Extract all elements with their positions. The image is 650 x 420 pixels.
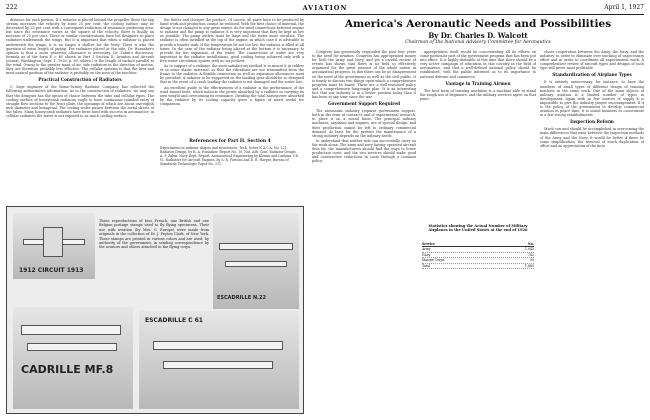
stamp-photo-block bbox=[6, 206, 304, 414]
body-text: An excellent guide to the effectiveness of a radiator is the performance of the wind tunnel tests, which indicate the power absorbed by a radiator in carrying its own weight and overcoming its resistance. Dividing the total horsepower absorbed by the radiator by its cooling capacity gives a figure of merit useful for comparison. bbox=[160, 85, 304, 106]
table-cell: Marine Corps bbox=[422, 258, 445, 263]
body-text: the better and cheaper the product. Of course, all parts have to be produced by hand work and production cannot be reduced. With the best choice of material, the design is not changed to any great extent. As for wind connections between engine to radiator and the pump to radiator, it is very important that they be kept as low as possible. The pump outlets must be large and the water must circulate. The radiator is often installed at the top of the engine, in which case it is advisable to provide a header tank. If the temperature be not too low, the radiator is filled at all times. In the case of the radiator being placed at the bottom it is necessary to provide for the expansion of the water. The connections of water are very important in the radiator installations, good cooling being achieved only with a free water circulation system with no air pockets. bbox=[160, 18, 304, 63]
photo-caption: These reproductions of four French, one British and one Belgian postage stamps used to fly flying specimens. Their use with aviation (by Mrs. G. Europe) were made from originals in the collection of Dr. J. Peyton Clark, of New York. These stamps are printed in various colors and are used, by authority of the government, in sending correspondence by the aviators and others attached to the flying corps. bbox=[99, 219, 209, 250]
magazine-name: AVIATION bbox=[302, 4, 348, 12]
section-heading: Practical Construction of Radiators bbox=[38, 77, 122, 83]
body-text: As to support of a radiator, the most satisfactory method is to mount it in rubber or in some elastic material, so that the vibrations are not transmitted from the frame to the radiator. A flexible connection as well as expansion allowances must be provided. A radiator to be supported on the landing gear should be so designed that in the event of a crash landing the radiator is not damaged and the water lost. bbox=[160, 64, 304, 85]
issue-date: April 1, 1927 bbox=[604, 4, 644, 11]
body-text: Much can and should be accomplished in overcoming the main differences that exist between the inspection methods of the Army and the Navy. It would be better if there be some simplification, the removal of much duplication of effort and an appreciation of the facts. bbox=[540, 127, 644, 148]
header-rule bbox=[6, 14, 644, 15]
article-author: By Dr. Charles D. Walcott bbox=[428, 31, 528, 40]
page-number: 222 bbox=[6, 4, 18, 11]
right-column-3 bbox=[540, 50, 644, 414]
left-column-1 bbox=[6, 18, 154, 204]
body-text: Congress has generously responded the past four years to the need for aviation. Congress has appropriated money for both the Army and Navy, and yet a careful review of events has shown that there is no field so effectively organized for the great interest of the whole nation in aeronautical progress. In this there can be no disagreement on the need of the government as well as the civil public. It is timely to discuss two things upon which a comprehensive program must be based. These are a well-reasoned policy and a comprehensive long-range plan. It is an interesting fact that our industry is in a better position today than it has been at any time since the war. bbox=[312, 50, 416, 100]
table-cell: 95 bbox=[529, 258, 534, 263]
table-cell: 742 bbox=[527, 252, 534, 257]
body-text: distance for each portion. If a radiator is placed behind the propeller there the slip stream increases the velocity by some 25 per cent. the cooling surface may be decreased by 25 per cent with a consequent reduction of resistance producing area, but since the resistance varies as the square of the velocity, there is finally an increase of 25 per cent. These or similar considerations have led designers to place radiators underneath the wings. But it is important that when a radiator is placed underneath the wings, it is no longer a shelter for the body. There is also the question of extra length of piping. For radiators placed at the side, Dr. Hunsaker's opinion is that a more generous allowance is necessary. Dr. Zahm's discussion, formula as of the form E = kV shown in Part 1 Section II, Aviation and Aircraft Journal, Washington, Sept. 1, 1926, p. 89, where l is the length of surface parallel to the wind. Owing to the greater mass of air, side radiators in the direction of motion, they are therefore probably less effective. The cellular systems is that the best and most natural position of the radiator is probably on the nose of the machine. bbox=[6, 18, 154, 76]
references-box bbox=[160, 140, 300, 166]
body-text: C. Sage engineer of the Rome-Turney Radiator Company, has collected the following authoritative information: As to the construction of radiators, we may say that the designer has the option of choice between the tube and cellular types. The cooling surface of honeycomb radiators ought to have continuous rounded entry of straight flow sections to the front plate, the openings of which are about one-eighth inch diameter and hexagonal. The cooling water passes between the metal sheets of the tubes. Many honeycomb radiators have been used with success in aeronautics; in cellular radiators the water is not exposed to as much cooling surface. bbox=[6, 85, 154, 118]
body-text: The aeronautic industry requires government support, both in the form of contracts and of experimental research, to place it on a sound basis. The principal military machines, airplanes and engines, are of special design, and their production cannot be left to ordinary commercial demand. At least for the present the maintenance of a strong industry depends on the military needs. bbox=[312, 109, 416, 138]
stamp-photo-bottom-left bbox=[13, 307, 133, 409]
table-header: Service bbox=[422, 242, 436, 246]
table-header: No. bbox=[527, 242, 534, 246]
section-heading: Vantage in Training Airmen bbox=[445, 80, 511, 86]
table-cell: Navy bbox=[422, 252, 431, 257]
article-author-role: Chairman of the National Advisory Committee for Aeronautics bbox=[405, 40, 551, 45]
table-row bbox=[422, 264, 534, 269]
stamp-label: ESCADRILLE N.22 bbox=[217, 295, 266, 301]
table-cell: 1,043 bbox=[524, 247, 534, 252]
table-cell: Army bbox=[422, 247, 431, 252]
body-text: closer cooperation between the Army, the Navy, and the industry, in order to eliminate over-stocking of unnecessary effort and in order to coordinate all experimental work. A comprehensive review of aircraft types and designs of each type will prove most profitable. bbox=[540, 50, 644, 71]
statistics-table bbox=[422, 242, 534, 269]
references-text: Experiments in radiator shapes and resistances, Tech. Notes N.A.C.A. No. 121. Radiator Design, by R. A. Hunsaker. Report No. 10, Nat. Adv. Com. Radiator Design. A. F. Zahm. Navy Dept. Report. Aeronautical Engineering by Klemin and Lanham, Ch. VI. Radiators for Aircraft Engines, by S. R. Parsons and D. R. Harper, Bureau of Standards Technologic Paper No. 211. bbox=[160, 146, 299, 166]
body-text: appropriation itself would be concentrating all its efforts on some particular part of the government program that has been put into effect. It is highly desirable at this time that there should be a very active campaign of education in this country in the field of aeronautics, and that a well-defined national policy should be established, with the public informed as to its importance to national defense and commerce. bbox=[420, 50, 536, 79]
stamp-photo-top-left bbox=[13, 213, 95, 279]
body-text: The best form of training machines is a machine able to stand the rough use of beginners, and the military services agree on that point. bbox=[420, 88, 536, 101]
table-title: Statistics showing the Actual Number of Military Airplanes in the United States at the end of 1926 bbox=[428, 224, 528, 233]
stamp-label: 1912 CIRCUIT 1913 bbox=[19, 267, 84, 274]
stamp-label: ESCADRILLE C 61 bbox=[145, 317, 203, 324]
references-title: References for Part II. Section 4 bbox=[189, 139, 271, 144]
section-heading: Government Support Required bbox=[327, 101, 401, 107]
section-heading: Standardization of Airplane Types bbox=[552, 72, 632, 78]
section-heading: Inspection Reform bbox=[570, 119, 614, 125]
right-column-2 bbox=[420, 50, 536, 220]
table-cell: Total bbox=[422, 263, 430, 268]
stamp-photo-top-right bbox=[213, 213, 299, 309]
right-column-1 bbox=[312, 50, 416, 414]
stamp-photo-bottom-right bbox=[139, 311, 299, 409]
body-text: It is entirely unnecessary, for instance, to have the numbers of small types of different design of training machine in the same work. One of the main objects of military aviation is a limited number of types in development. Again with so few sources of supply it is impossible to give the industry proper encouragement. If it is the policy of the government to develop commercial aviation in peace time, it is sound business to concentrate in a few strong establishments. bbox=[540, 80, 644, 118]
table-cell: 1,880 bbox=[524, 263, 534, 268]
left-column-2 bbox=[160, 18, 304, 138]
body-text: to understand that neither side can successfully carry on the work alone. The army and navy having operated aircraft thus far, the manufacturers should find the ways to lower production costs, and the two services should make good and constructive reductions in costs through a common policy. bbox=[312, 138, 416, 164]
stamp-label: CADRILLE MF.8 bbox=[21, 363, 114, 376]
article-title: America's Aeronautic Needs and Possibilities bbox=[344, 18, 612, 30]
page-header bbox=[6, 4, 644, 14]
